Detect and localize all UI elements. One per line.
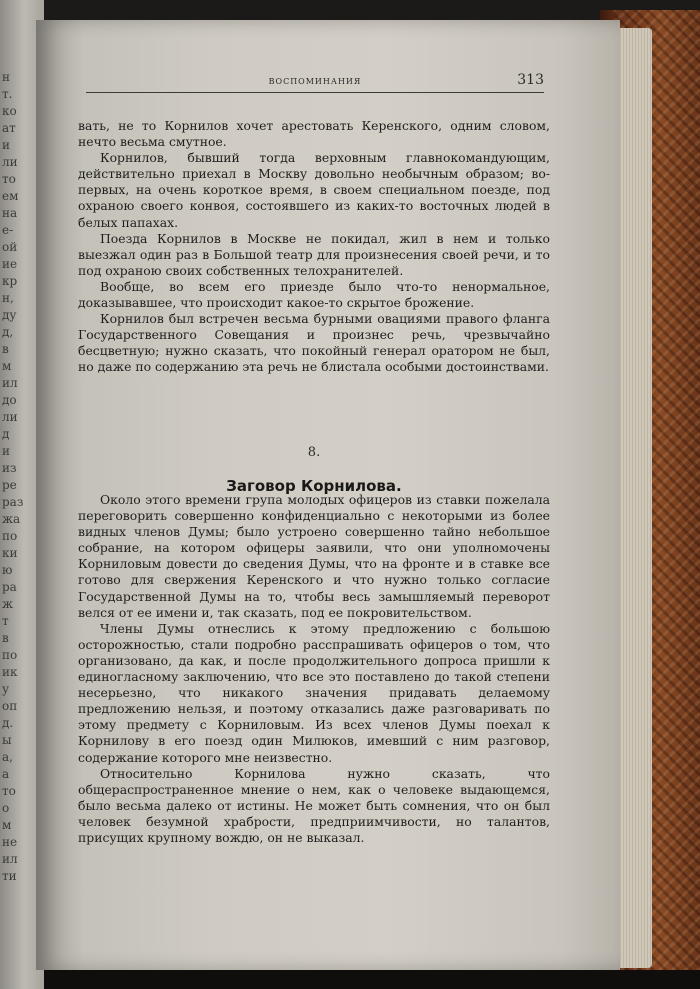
running-title: воспоминания [268,74,362,87]
paragraph: Около этого времени група молодых офицеров из ставки пожелала переговорить совершенно конфиденциально с некоторыми из более видных членов Думы; было устроено совершенно тайно небольшое собрание, на котором офицеры заявили, что они уполномочены Корниловым довести до сведения Думы, что на фронте и в ставке все готово для свержения Керенского и что нужно только согласие Государственной Думы на то, чтобы весь замышляемый переворот велся от ее имени и, так сказать, под ее покровительством. [78,492,550,620]
left-page-fragment: д, [2,325,14,339]
paragraph: Поезда Корнилов в Москве не покидал, жил в нем и только выезжал один раз в Большой театр для произнесения своей речи, и то под охраною своих собственных телохранителей. [78,230,550,278]
left-page-fragment: д. [2,716,14,730]
paragraph: Вообще, во всем его приезде было что-то ненормальное, доказывавшее, что происходит какое-то скрытое брожение. [78,278,550,311]
left-page-fragment: то [2,172,16,186]
running-head [86,72,544,93]
section-title: Заговор Корнилова. [226,477,402,495]
left-page-fragment: е- [2,223,14,237]
paragraph: Корнилов, бывший тогда верховным главнокомандующим, действительно приехал в Москву довольно необычным образом; во-первых, на очень короткое время, в своем специальном поезде, под охраною своего конвоя, состоявшего из каких-то восточных людей в белых папахах. [78,150,550,230]
left-page-fragment: ре [2,478,17,492]
left-page-fragment: оп [2,699,18,713]
left-page-fragment: до [2,393,17,407]
left-page-fragment: раз [2,495,24,509]
left-page-fragment: у [2,682,10,696]
left-page-fragment: ки [2,546,18,560]
left-page-fragment: н [2,70,10,84]
left-page-fragment: м [2,359,12,373]
left-page-fragment: жа [2,512,21,526]
left-page-fragment: н, [2,291,14,305]
left-page-fragment: не [2,835,18,849]
left-page-fragment: ы [2,733,12,747]
left-page-fragment: ат [2,121,16,135]
left-page-fragment: о [2,801,10,815]
left-page-fragment: а [2,767,10,781]
left-page-fragment: ж [2,597,14,611]
left-page-fragment: т [2,614,9,628]
left-page-fragment: кр [2,274,18,288]
book-page [36,20,620,970]
left-page-fragment: ил [2,852,18,866]
left-page-fragment: м [2,818,12,832]
left-page-fragment: ко [2,104,17,118]
page-number: 313 [517,72,544,88]
left-page-fragment: д [2,427,10,441]
left-page-fragment: ик [2,665,18,679]
paragraph: Корнилов был встречен весьма бурными овациями правого фланга Государственного Совещания и произнес речь, чрезвычайно бесцветную; нужно сказать, что покойный генерал оратором не был, но даже по содержанию эта речь не блистала особыми достоинствами. [78,311,550,375]
left-page-fragment: ли [2,155,18,169]
left-page-fragment: ем [2,189,19,203]
section-number: 8. [307,445,321,460]
paragraph: Члены Думы отнеслись к этому предложению с большою осторожностью, стали подробно расспрашивать офицеров о том, что организовано, да как, и после продолжительного допроса пришли к единогласному заключению, что все это поставлено до такой степени несерьезно, что никакого значения придавать делаемому предложению нельзя, и поэтому отказались даже разговаривать по этому предмету с Корниловым. Из всех членов Думы поехал к Корнилову в его поезд один Милюков, имевший с ним разговор, содержание которого мне неизвестно. [78,620,550,765]
left-page-fragment: то [2,784,16,798]
left-page-fragment: и [2,138,10,152]
text-block-top [78,118,550,376]
left-page-fragment: ой [2,240,18,254]
left-page-fragment: ю [2,563,13,577]
text-block-bottom [78,492,550,846]
left-page-fragment: ти [2,869,17,883]
left-page-fragment: по [2,648,18,662]
left-page-fragment: из [2,461,17,475]
left-page-fragment: т. [2,87,13,101]
paragraph: Относительно Корнилова нужно сказать, что общераспространенное мнение о нем, как о человеке выдающемся, было весьма далеко от истины. Не может быть сомнения, что он был человек безумной храбрости, предприимчивости, но талантов, присущих крупному вождю, он не выказал. [78,765,550,845]
left-page-fragment: и [2,444,10,458]
left-page-fragment: по [2,529,18,543]
left-page-fragment: ду [2,308,17,322]
left-page-fragment: ли [2,410,18,424]
left-page-fragment: в [2,342,9,356]
left-page-fragment: ра [2,580,17,594]
left-page-fragment: ил [2,376,18,390]
left-page-fragment: ие [2,257,18,271]
left-page-fragment: на [2,206,18,220]
left-page-fragment: а, [2,750,13,764]
left-page-fragment: в [2,631,9,645]
paragraph: вать, не то Корнилов хочет арестовать Керенского, одним словом, нечто весьма смутное. [78,118,550,150]
